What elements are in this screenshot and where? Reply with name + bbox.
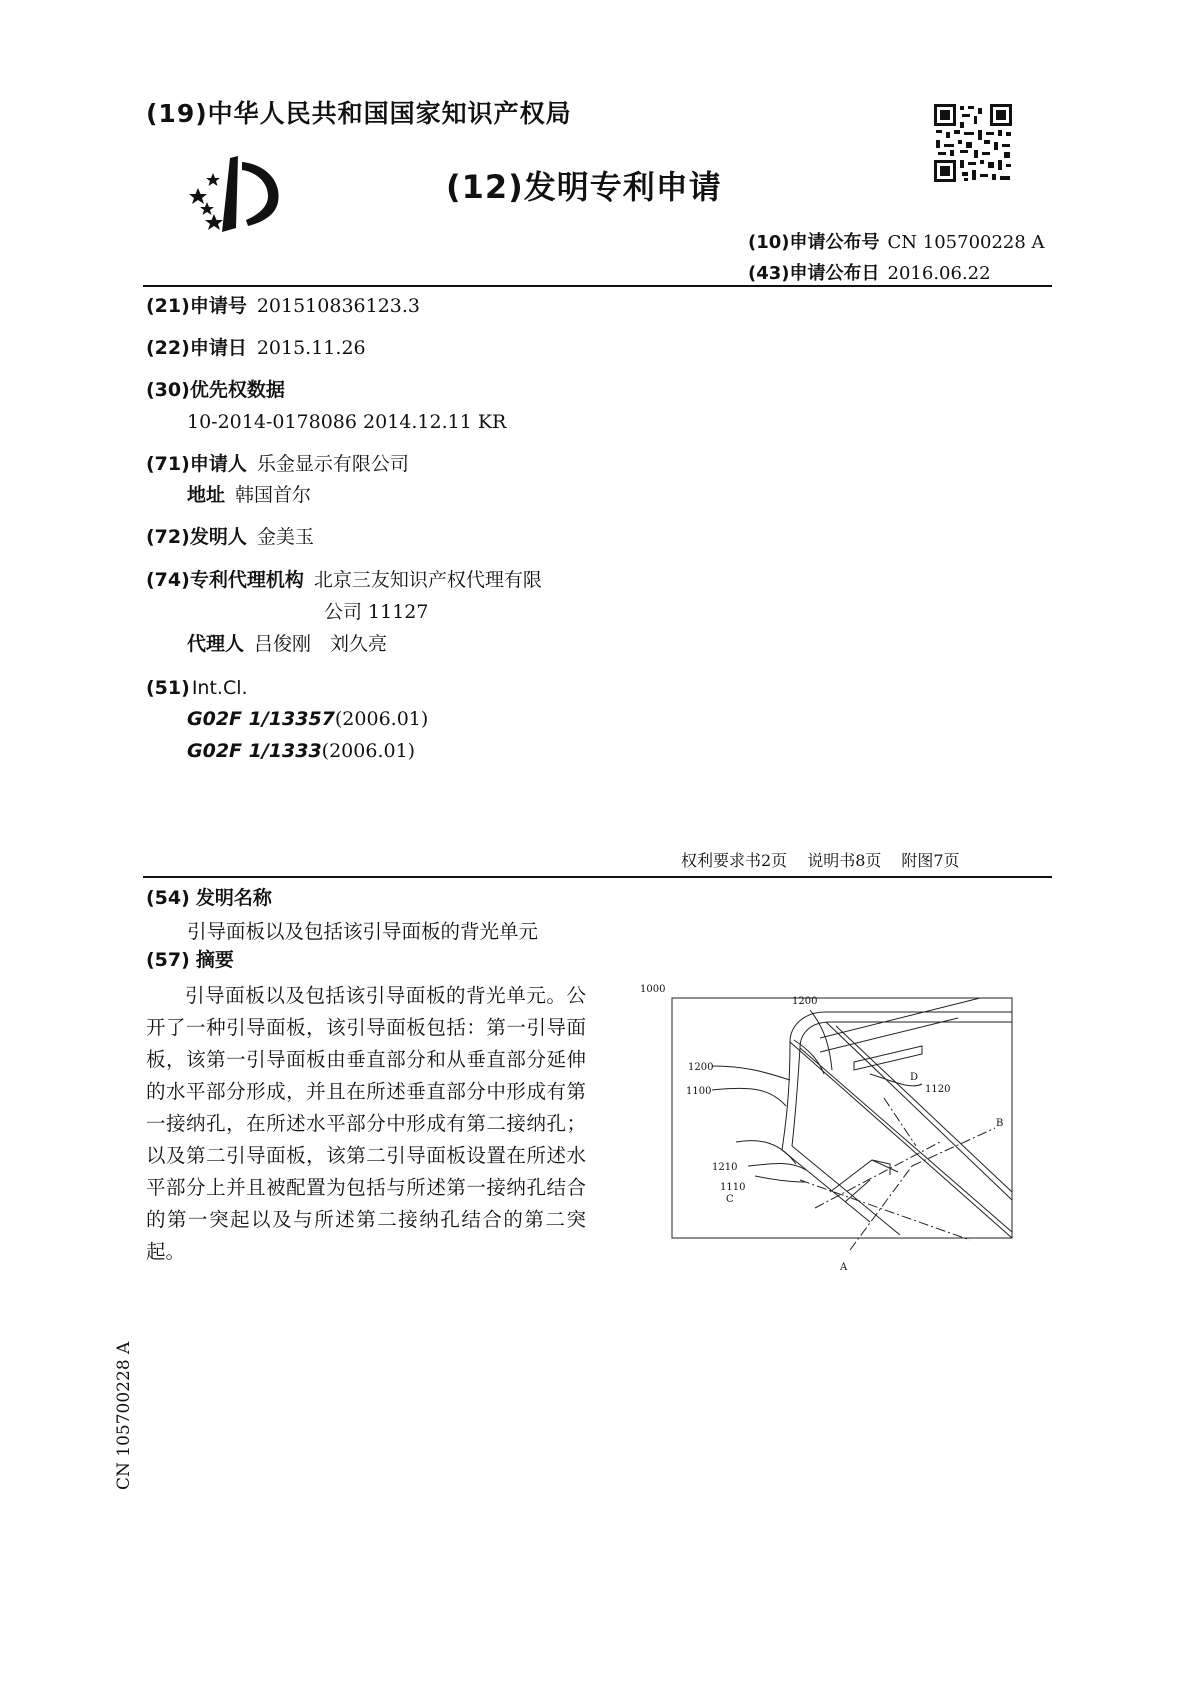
publication-number: CN 105700228 A bbox=[887, 232, 1045, 253]
inventor-field bbox=[146, 525, 314, 549]
figure-label: A bbox=[840, 1262, 848, 1273]
ipc-class-row bbox=[187, 740, 415, 762]
patent-agency-field bbox=[146, 568, 542, 592]
field-code: (21) bbox=[146, 295, 190, 317]
field-code: (22) bbox=[146, 337, 190, 359]
applicant-field bbox=[146, 452, 409, 476]
publication-date: 2016.06.22 bbox=[887, 263, 991, 284]
application-number: 201510836123.3 bbox=[256, 295, 421, 317]
field-label: 发明名称 bbox=[195, 887, 272, 909]
figure-label: 1200 bbox=[688, 1062, 714, 1073]
field-label: Int.Cl. bbox=[191, 677, 248, 699]
field-code: (72) bbox=[146, 526, 190, 548]
publication-number-label: (10)申请公布号 bbox=[748, 232, 880, 253]
abstract-heading bbox=[146, 948, 234, 972]
ipc-version: (2006.01) bbox=[334, 708, 429, 730]
figure-label: 1200 bbox=[792, 996, 818, 1007]
field-code: (30) bbox=[146, 379, 190, 401]
document-type-title: (12)发明专利申请 bbox=[446, 168, 722, 206]
agency-name-continued: 公司 11127 bbox=[324, 601, 429, 623]
publication-date-label: (43)申请公布日 bbox=[748, 263, 880, 284]
abstract-figure bbox=[640, 970, 1035, 1285]
page-counts bbox=[681, 848, 980, 871]
figure-label: 1110 bbox=[720, 1182, 746, 1193]
ipc-version: (2006.01) bbox=[321, 740, 416, 762]
field-label: 优先权数据 bbox=[189, 379, 285, 401]
inventor-name: 金美玉 bbox=[256, 526, 314, 548]
field-code: (71) bbox=[146, 453, 190, 475]
application-number-field bbox=[146, 294, 420, 318]
figure-label: 1100 bbox=[686, 1086, 712, 1097]
header-divider bbox=[143, 285, 1052, 287]
field-label: 摘要 bbox=[195, 949, 234, 971]
section-divider bbox=[143, 876, 1052, 878]
figure-label: 1210 bbox=[712, 1162, 738, 1173]
field-label: 发明人 bbox=[189, 526, 247, 548]
field-label: 地址 bbox=[187, 484, 226, 506]
field-code: (74) bbox=[146, 569, 190, 591]
application-date: 2015.11.26 bbox=[256, 337, 366, 359]
applicant-name: 乐金显示有限公司 bbox=[256, 453, 409, 475]
figure-label: 1120 bbox=[925, 1084, 951, 1095]
agent-names: 吕俊刚 刘久亮 bbox=[254, 633, 388, 655]
issuing-authority: (19)中华人民共和国国家知识产权局 bbox=[146, 99, 572, 128]
publication-number-row bbox=[748, 228, 1045, 254]
agency-name: 北京三友知识产权代理有限 bbox=[313, 569, 542, 591]
ipc-class: G02F 1/1333 bbox=[187, 740, 322, 762]
address-field bbox=[187, 483, 311, 507]
claims-page-count: 权利要求书2页 bbox=[681, 851, 788, 870]
figure-label: C bbox=[726, 1194, 734, 1205]
field-label: 申请号 bbox=[189, 295, 247, 317]
field-label: 申请日 bbox=[189, 337, 247, 359]
ipc-class-row bbox=[187, 708, 428, 730]
cnipa-emblem-icon bbox=[186, 150, 296, 240]
priority-data-value: 10-2014-0178086 2014.12.11 KR bbox=[187, 411, 507, 433]
field-label: 代理人 bbox=[187, 633, 245, 655]
qr-code-icon bbox=[934, 104, 1012, 182]
ipc-field bbox=[146, 676, 248, 700]
publication-date-row bbox=[748, 259, 991, 285]
field-code: (54) bbox=[146, 887, 190, 909]
invention-title: 引导面板以及包括该引导面板的背光单元 bbox=[187, 920, 539, 943]
figure-label: D bbox=[910, 1072, 919, 1083]
application-date-field bbox=[146, 336, 366, 360]
figure-label: 1000 bbox=[640, 984, 666, 995]
abstract-text: 引导面板以及包括该引导面板的背光单元。公开了一种引导面板，该引导面板包括：第一引导面板，该第一引导面板由垂直部分和从垂直部分延伸的水平部分形成，并且在所述垂直部分中形成有第一接纳孔，在所述水平部分中形成有第二接纳孔；以及第二引导面板，该第二引导面板设置在所述水平部分上并且被配置为包括与所述第一接纳孔结合的第一突起以及与所述第二接纳孔结合的第二突起。 bbox=[146, 984, 586, 1263]
drawings-page-count: 附图7页 bbox=[901, 851, 960, 870]
field-label: 专利代理机构 bbox=[189, 569, 304, 591]
figure-label: B bbox=[996, 1118, 1004, 1129]
side-publication-number: CN 105700228 A bbox=[114, 1341, 134, 1490]
address-value: 韩国首尔 bbox=[235, 484, 312, 506]
field-code: (51) bbox=[146, 677, 190, 699]
field-label: 申请人 bbox=[189, 453, 247, 475]
description-page-count: 说明书8页 bbox=[807, 851, 882, 870]
invention-title-heading bbox=[146, 886, 272, 910]
ipc-class: G02F 1/13357 bbox=[187, 708, 335, 730]
field-code: (57) bbox=[146, 949, 190, 971]
priority-data-field bbox=[146, 378, 285, 402]
agent-field bbox=[187, 632, 387, 656]
